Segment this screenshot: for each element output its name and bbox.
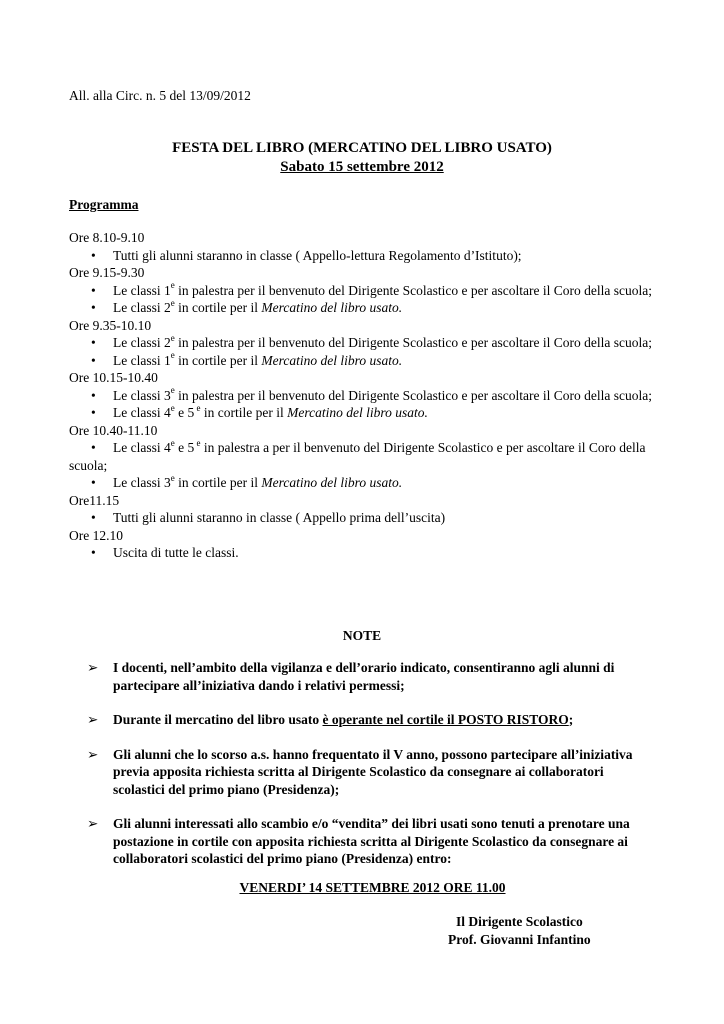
- bullet-icon: •: [91, 300, 96, 315]
- schedule: [69, 229, 659, 562]
- arrow-bullet-icon: ➢: [87, 746, 99, 762]
- time-slot: Ore 9.15-9.30: [69, 265, 145, 280]
- time-slot: Ore 10.15-10.40: [69, 370, 158, 385]
- time-slot: Ore 10.40-11.10: [69, 422, 158, 438]
- bullet-icon: •: [91, 545, 96, 560]
- bullet-icon: •: [91, 282, 96, 298]
- signature-role: Il Dirigente Scolastico: [456, 914, 583, 929]
- bullet-icon: •: [91, 510, 96, 525]
- circular-reference: All. alla Circ. n. 5 del 13/09/2012: [69, 88, 251, 103]
- arrow-bullet-icon: ➢: [87, 816, 99, 831]
- schedule-item: • Le classi 4e e 5 $^e$ in palestra a per il benvenuto del Dirigente Scolastico e per ascoltare il Coro della scuola;: [69, 437, 646, 473]
- schedule-item: • Le classi 1e in cortile per il Mercatino del libro usato.: [91, 350, 403, 368]
- time-slot: Ore 9.35-10.10: [69, 317, 152, 333]
- time-slot: Ore 12.10: [69, 527, 123, 543]
- note-item: ➢ I docenti, nell’ambito della vigilanza e dell’orario indicato, consentiranno agli alunni di partecipare all’iniziativa dando i relativi permessi;: [87, 660, 615, 693]
- note-item: ➢ Gli alunni che lo scorso a.s. hanno frequentato il V anno, possono partecipare all’iniziativa previa apposita richiesta scritta al Dirigente Scolastico da consegnare ai collaboratori scolastici del primo piano (Presidenza);: [87, 746, 633, 797]
- signature-name: Prof. Giovanni Infantino: [448, 931, 591, 947]
- bullet-icon: •: [91, 475, 96, 490]
- note-item: ➢ Gli alunni interessati allo scambio e/o “vendita” dei libri usati sono tenuti a prenotare una postazione in cortile con apposita richiesta scritta al Dirigente Scolastico da consegnare ai collaboratori scolastici del primo piano (Presidenza) entro:: [87, 816, 630, 866]
- deadline: VENERDI’ 14 SETTEMBRE 2012 ORE 11.00: [239, 880, 506, 895]
- bullet-icon: •: [91, 405, 96, 420]
- program-heading: Programma: [69, 197, 139, 212]
- note-item: ➢ Durante il mercatino del libro usato è operante nel cortile il POSTO RISTORO;: [87, 712, 574, 727]
- bullet-icon: •: [91, 440, 96, 455]
- schedule-item: • Le classi 3e in palestra per il benvenuto del Dirigente Scolastico e per ascoltare il Coro della scuola;: [91, 385, 652, 403]
- notes-list: [87, 659, 657, 885]
- time-slot: Ore11.15: [69, 492, 120, 508]
- arrow-bullet-icon: ➢: [87, 660, 99, 675]
- schedule-item: • Le classi 2e in cortile per il Mercatino del libro usato.: [91, 297, 403, 315]
- schedule-item: • Uscita di tutte le classi.: [91, 545, 239, 560]
- schedule-item: • Le classi 3e in cortile per il Mercatino del libro usato.: [91, 472, 403, 490]
- schedule-item: • Le classi 2e in palestra per il benvenuto del Dirigente Scolastico e per ascoltare il Coro della scuola;: [91, 332, 652, 350]
- schedule-item: • Tutti gli alunni staranno in classe ( Appello prima dell’uscita): [91, 510, 446, 525]
- document-subtitle: Sabato 15 settembre 2012: [280, 159, 444, 175]
- schedule-item: • Le classi 4e e 5 $^e$ in cortile per il Mercatino del libro usato.: [91, 402, 428, 420]
- arrow-bullet-icon: ➢: [87, 712, 99, 727]
- bullet-icon: •: [91, 335, 96, 350]
- schedule-item: • Tutti gli alunni staranno in classe ( Appello-lettura Regolamento d’Istituto);: [91, 247, 522, 263]
- time-slot: Ore 8.10-9.10: [69, 230, 145, 245]
- bullet-icon: •: [91, 247, 96, 263]
- notes-heading: NOTE: [342, 628, 382, 643]
- schedule-item: • Le classi 1e in palestra per il benvenuto del Dirigente Scolastico e per ascoltare il Coro della scuola;: [91, 280, 652, 298]
- bullet-icon: •: [91, 352, 96, 368]
- signature-block: [448, 913, 604, 948]
- document-title: FESTA DEL LIBRO (MERCATINO DEL LIBRO USATO): [172, 140, 552, 156]
- bullet-icon: •: [91, 387, 96, 403]
